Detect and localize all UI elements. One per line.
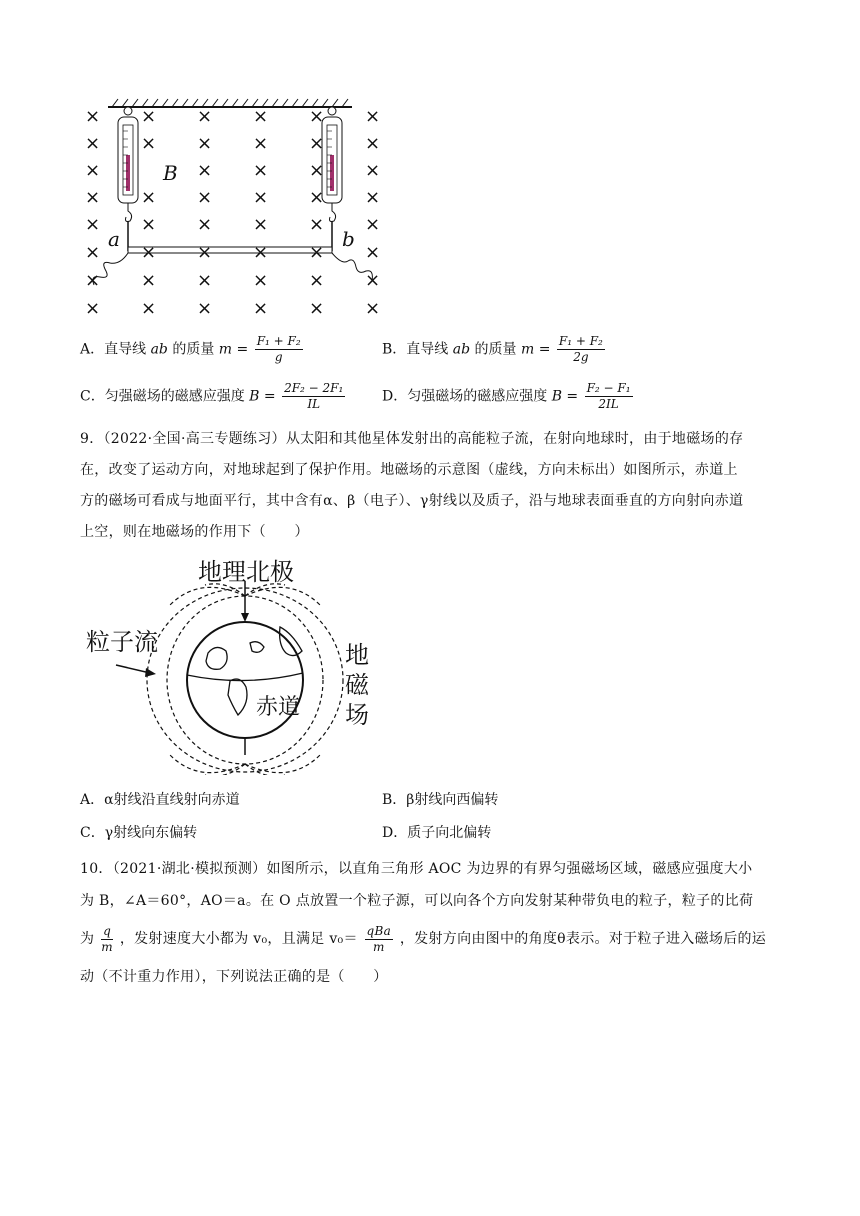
field-cross: × — [309, 242, 325, 263]
particle-stream-label: 粒子流 — [86, 628, 158, 656]
field-cross: × — [253, 106, 269, 127]
field-cross: × — [309, 160, 325, 181]
q9-stem-line-4: 上空，则在地磁场的作用下（ ） — [80, 524, 309, 540]
q8-option-d[interactable] — [382, 381, 635, 412]
earth-magnetic-field-figure — [80, 555, 390, 775]
field-cross: × — [141, 270, 157, 291]
q9-option-a[interactable]: A．α射线沿直线射向赤道 — [80, 792, 240, 808]
q8-option-a-wire: ab — [150, 341, 168, 358]
q9-option-b[interactable]: B．β射线向西偏转 — [382, 792, 499, 808]
charge-mass-ratio: $\frac{q}{m}$ — [101, 923, 113, 954]
field-cross: × — [309, 298, 325, 319]
q8-option-b-fraction: $\frac{\text{F₁ + F₂}}{2g}$ — [558, 334, 603, 364]
north-pole-label: 地理北极 — [198, 558, 294, 586]
q8-option-a[interactable] — [80, 334, 305, 365]
field-cross: × — [141, 187, 157, 208]
field-label-char-2: 磁 — [345, 671, 369, 699]
field-cross: × — [85, 106, 101, 127]
field-cross: × — [253, 187, 269, 208]
field-cross: × — [85, 160, 101, 181]
q8-option-a-lhs: m = — [218, 341, 249, 358]
field-cross: × — [197, 187, 213, 208]
field-cross: × — [197, 160, 213, 181]
field-cross: × — [197, 106, 213, 127]
equator-label: 赤道 — [256, 695, 301, 720]
q8-option-d-prefix: D．匀强磁场的磁感应强度 — [382, 388, 548, 405]
field-cross: × — [253, 133, 269, 154]
q10-line-4: 动（不计重力作用），下列说法正确的是（ ） — [80, 969, 388, 985]
field-cross: × — [309, 214, 325, 235]
field-cross: × — [309, 187, 325, 208]
q8-option-b[interactable] — [382, 334, 607, 365]
field-cross: × — [253, 298, 269, 319]
field-cross: × — [197, 214, 213, 235]
field-label-char-1: 地 — [345, 641, 369, 669]
field-cross: × — [85, 298, 101, 319]
q8-option-b-wire: ab — [452, 341, 471, 358]
q9-stem-line-1: 9．（2022·全国·高三专题练习）从太阳和其他星体发射出的高能粒子流，在射向地球时，由于地磁场的存 — [80, 431, 744, 447]
q8-option-a-prefix: A．直导线 — [80, 341, 147, 358]
field-cross: × — [253, 270, 269, 291]
q10-line-2: 为 B，∠A＝60°，AO＝a。在 O 点放置一个粒子源，可以向各个方向发射某种带负电的粒子，粒子的比荷 — [80, 893, 754, 909]
q8-option-b-lhs: m = — [520, 341, 551, 358]
field-cross: × — [365, 133, 381, 154]
field-cross: × — [309, 270, 325, 291]
q8-option-b-suffix: 的质量 — [474, 341, 517, 358]
field-cross: × — [365, 214, 381, 235]
q9-option-c[interactable]: C．γ射线向东偏转 — [80, 825, 198, 841]
q10-line-1: 10．（2021·湖北·模拟预测）如图所示，以直角三角形 AOC 为边界的有界匀强磁场区域，磁感应强度大小 — [80, 861, 753, 877]
q8-option-b-prefix: B．直导线 — [382, 341, 449, 358]
field-cross: × — [85, 187, 101, 208]
field-cross: × — [85, 270, 101, 291]
field-cross: × — [141, 242, 157, 263]
wire-label-a: a — [108, 227, 120, 251]
field-cross: × — [197, 133, 213, 154]
field-label-B: B — [163, 161, 178, 185]
field-cross: × — [365, 242, 381, 263]
field-cross: × — [365, 106, 381, 127]
field-cross: × — [141, 133, 157, 154]
field-cross: × — [365, 270, 381, 291]
q8-option-c-lhs: B = — [249, 388, 276, 405]
q8-option-c-fraction: $\frac{\text{2F₂ − 2F₁}}{IL}$ — [284, 381, 344, 411]
field-cross: × — [253, 214, 269, 235]
q8-option-c-prefix: C．匀强磁场的磁感应强度 — [80, 388, 245, 405]
field-cross: × — [365, 187, 381, 208]
q8-option-a-fraction: $\frac{\text{F₁ + F₂}}{g}$ — [256, 334, 301, 364]
q9-stem-line-2: 在，改变了运动方向，对地球起到了保护作用。地磁场的示意图（虚线，方向未标出）如图所示，赤道上 — [80, 462, 738, 478]
q9-stem — [80, 424, 780, 548]
field-cross: × — [365, 160, 381, 181]
q8-option-a-suffix: 的质量 — [172, 341, 215, 358]
q9-option-d[interactable]: D．质子向北偏转 — [382, 825, 492, 841]
field-cross: × — [197, 270, 213, 291]
field-cross: × — [141, 214, 157, 235]
q8-option-d-fraction: $\frac{\text{F₂ − F₁}}{2IL}$ — [586, 381, 631, 411]
geomagnetic-field-label — [345, 640, 369, 730]
spring-scale-figure — [80, 95, 390, 325]
q10-stem — [80, 853, 780, 993]
field-cross: × — [197, 298, 213, 319]
field-label-char-3: 场 — [345, 701, 369, 729]
v0-expression: $\frac{\text{qBa}}{m}$ — [366, 923, 392, 954]
field-cross: × — [309, 133, 325, 154]
field-cross: × — [197, 242, 213, 263]
q8-option-d-lhs: B = — [551, 388, 579, 405]
field-cross: × — [85, 133, 101, 154]
field-cross: × — [141, 106, 157, 127]
field-cross: × — [85, 242, 101, 263]
field-cross: × — [309, 106, 325, 127]
q8-option-c[interactable] — [80, 381, 347, 412]
q9-stem-line-3: 方的磁场可看成与地面平行，其中含有α、β（电子）、γ射线以及质子，沿与地球表面垂直的方向射向赤道 — [80, 493, 744, 509]
field-cross: × — [253, 242, 269, 263]
wire-label-b: b — [342, 227, 355, 251]
field-cross: × — [141, 298, 157, 319]
q10-line-3: 为 $\frac{q}{m}$ ，发射速度大小都为 v₀，且满足 v₀＝ $\frac{\text{qBa}}{m}$ ，发射方向由图中的角度θ表示。对于粒子进入磁场后的运 — [80, 923, 767, 954]
field-cross: × — [253, 160, 269, 181]
field-cross: × — [365, 298, 381, 319]
field-cross: × — [85, 214, 101, 235]
